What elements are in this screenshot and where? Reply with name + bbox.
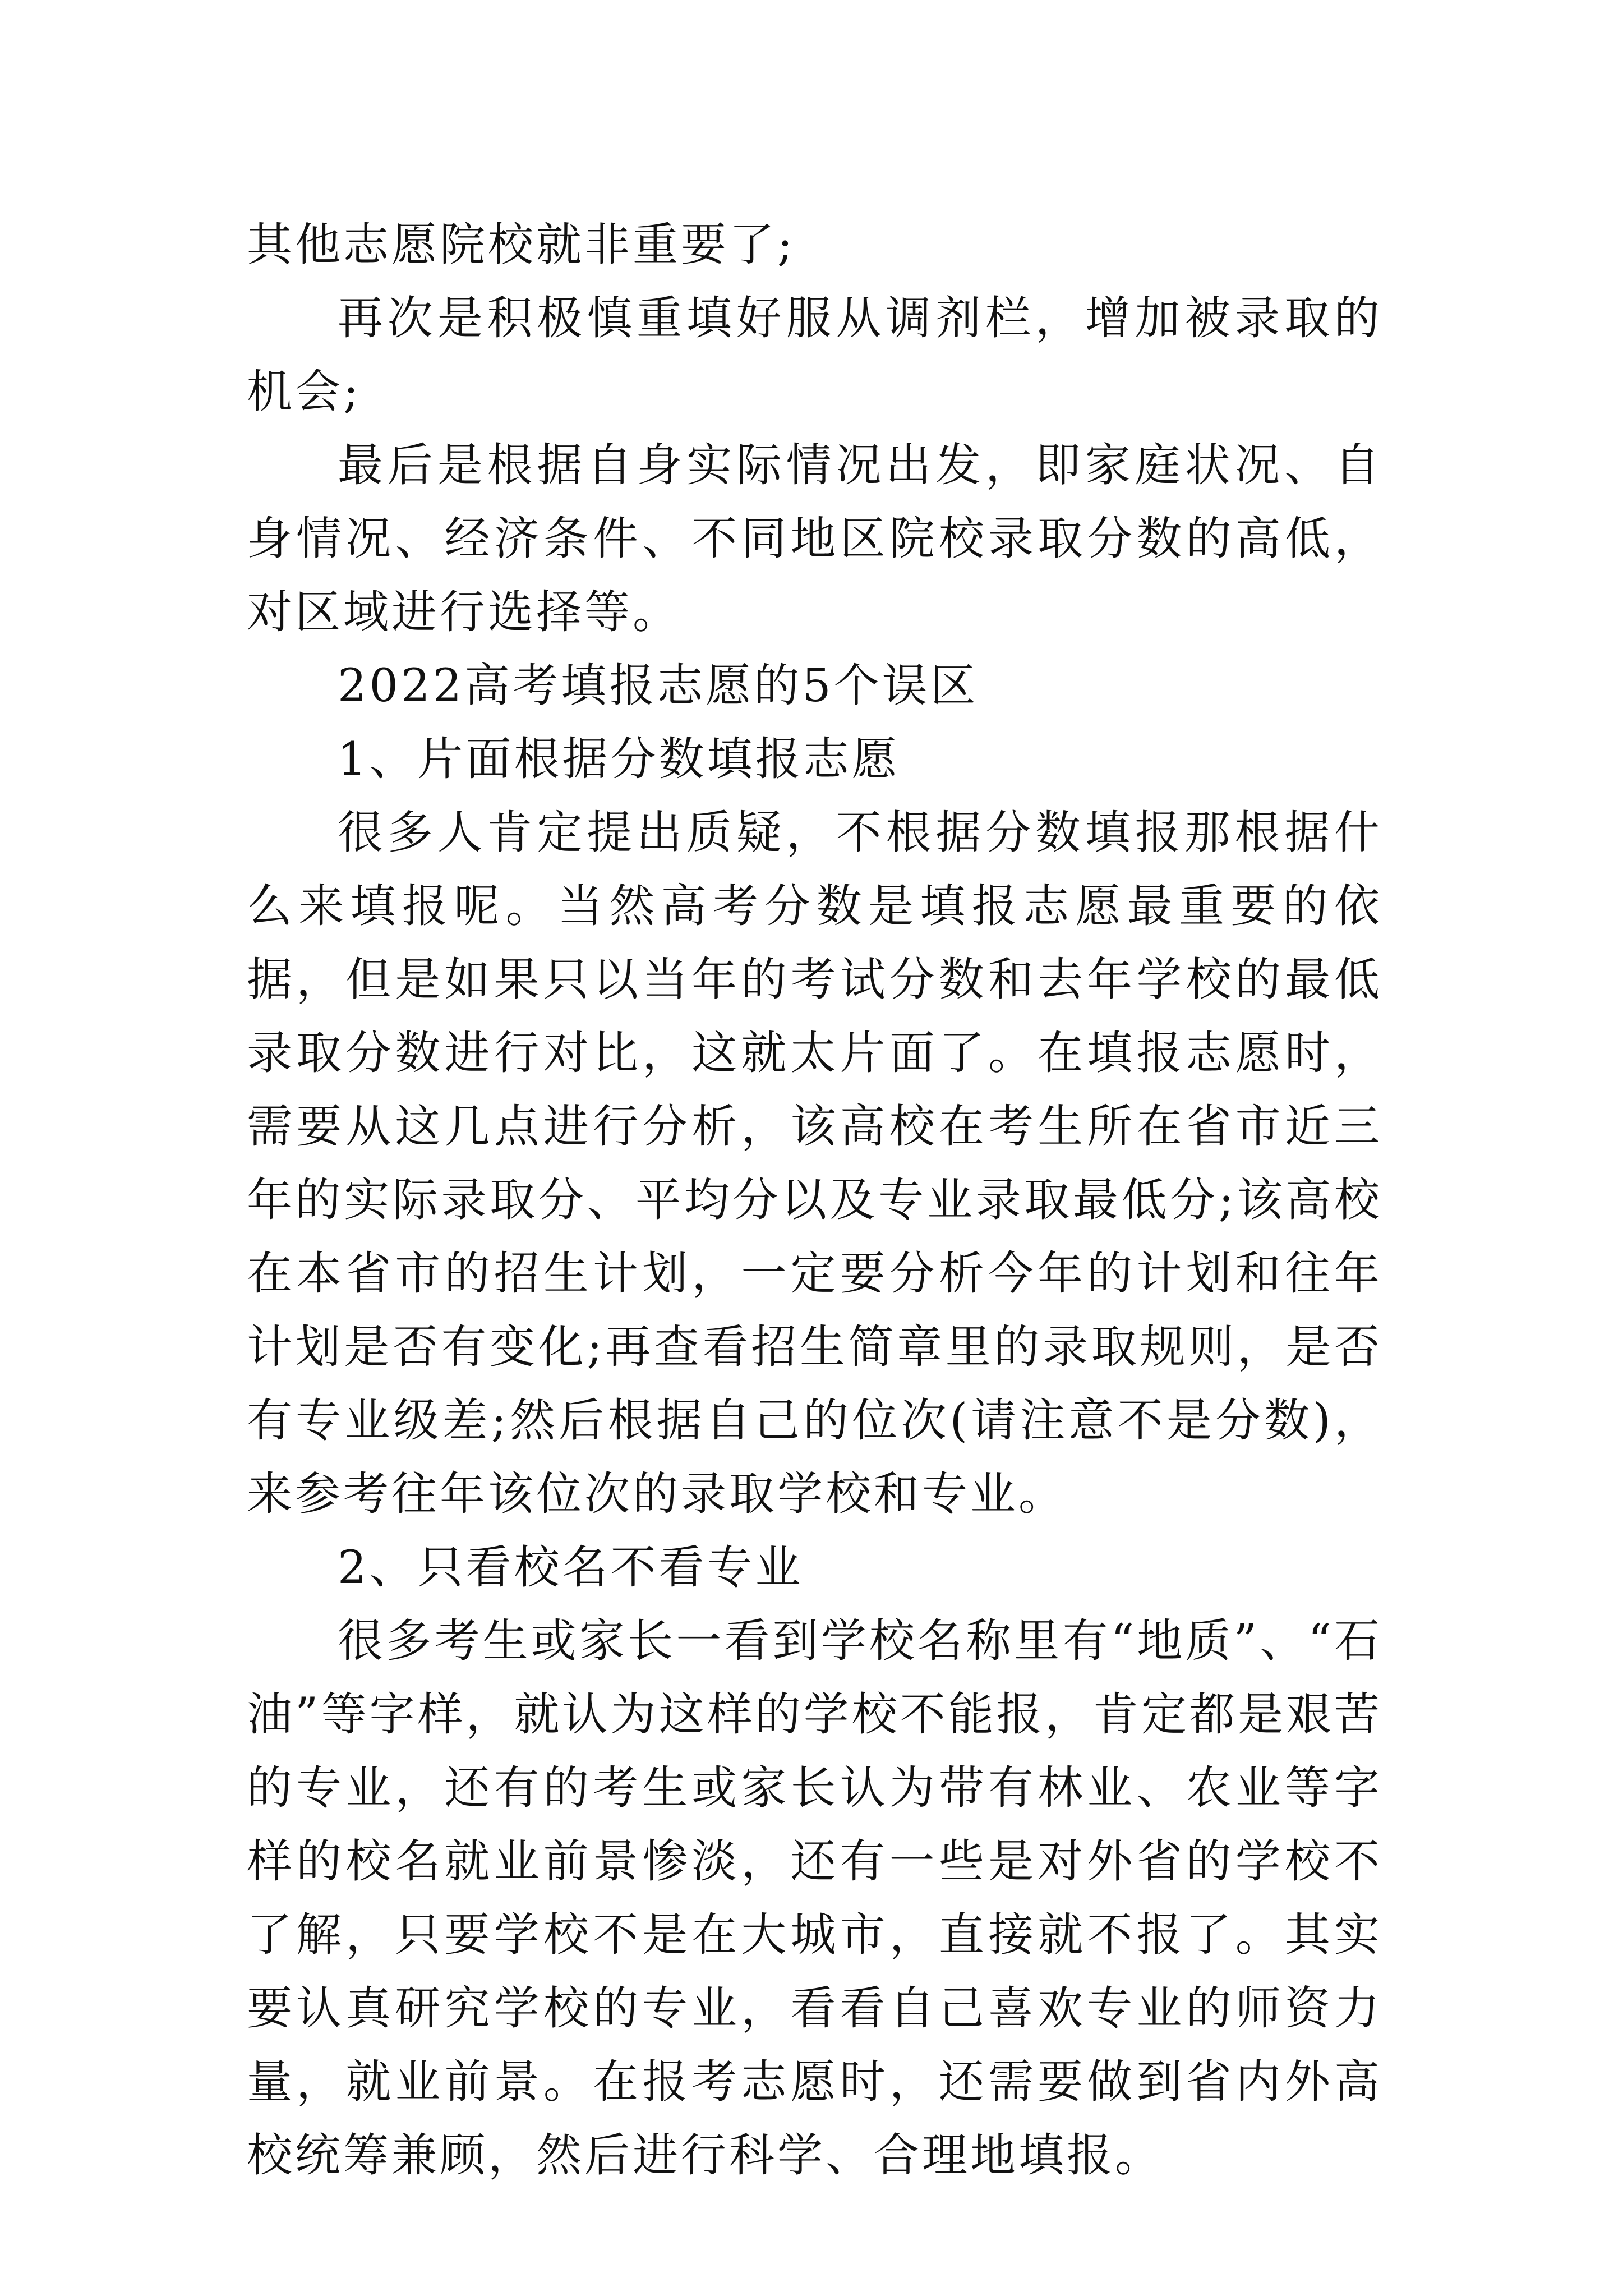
paragraph-1: 其他志愿院校就非重要了; [247,219,796,272]
paragraph-misconception-1: 很多人肯定提出质疑，不根据分数填报那根据什么来填报呢。当然高考分数是填报志愿最重要的依据，但是如果只以当年的考试分数和去年学校的最低录取分数进行对比，这就太片面了。在填报志愿时，需要从这几点进行分析，该高校在考生所在省市近三年的实际录取分、平均分以及专业录取最低分;该高校在本省市的招生计划，一定要分析今年的计划和往年计划是否有变化;再查看招生简章里的录取规则，是否有专业级差;然后根据自己的位次(请注意不是分数)，来参考往年该位次的录取学校和专业。 [247,807,1382,1521]
subheading-2: 2、只看校名不看专业 [338,1542,804,1594]
document-body [247,209,1382,2193]
paragraph-misconception-2: 很多考生或家长一看到学校名称里有“地质”、“石油”等字样，就认为这样的学校不能报，肯定都是艰苦的专业，还有的考生或家长认为带有林业、农业等字样的校名就业前景惨淡，还有一些是对外省的学校不了解，只要学校不是在大城市，直接就不报了。其实要认真研究学校的专业，看看自己喜欢专业的师资力量，就业前景。在报考志愿时，还需要做到省内外高校统筹兼顾，然后进行科学、合理地填报。 [247,1615,1382,2182]
paragraph-3: 最后是根据自身实际情况出发，即家庭状况、自身情况、经济条件、不同地区院校录取分数的高低，对区域进行选择等。 [247,439,1382,639]
subheading-1: 1、片面根据分数填报志愿 [338,733,900,786]
paragraph-2: 再次是积极慎重填好服从调剂栏，增加被录取的机会; [247,292,1382,418]
section-heading: 2022高考填报志愿的5个误区 [338,660,979,712]
